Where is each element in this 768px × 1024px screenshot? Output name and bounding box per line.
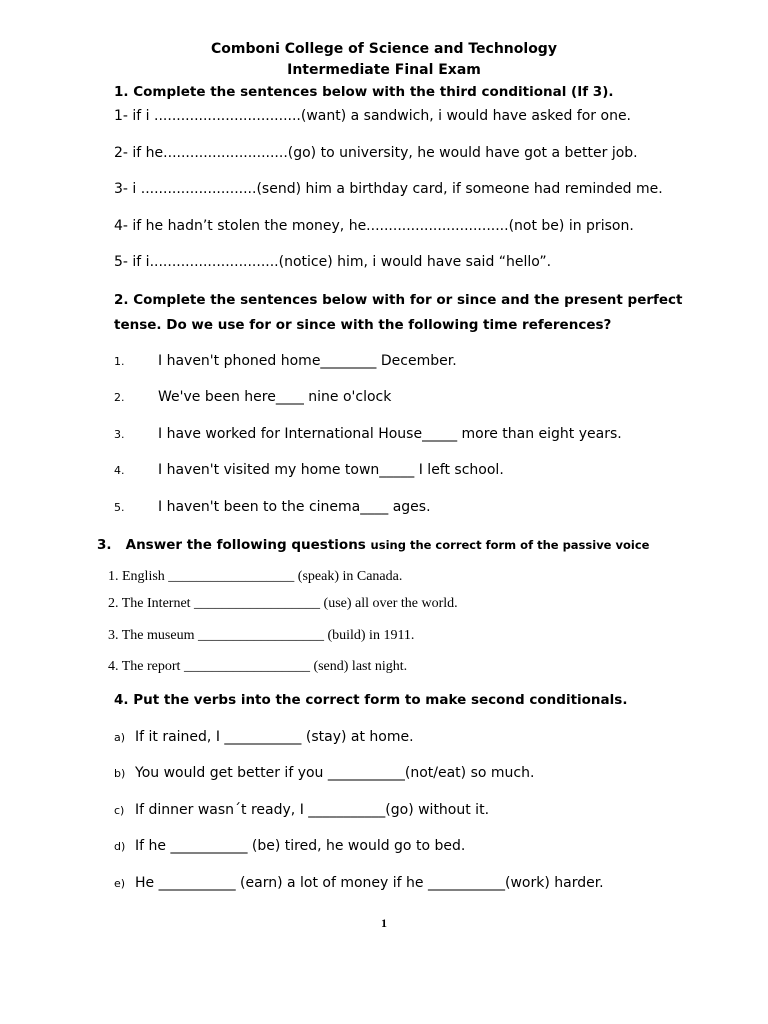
- section4-item-letter: a): [114, 731, 126, 744]
- section3-heading-main: 3. Answer the following questions: [97, 537, 371, 553]
- section1-item: 5- if i.............................(notice) him, i would have said “hello”.: [114, 254, 552, 270]
- section4-item-letter: e): [114, 877, 126, 890]
- section2-item: I haven't phoned home________ December.: [158, 353, 457, 369]
- section4-item-letter: c): [114, 804, 125, 817]
- section2-item-number: 1.: [114, 355, 125, 368]
- page-number: 1: [381, 916, 387, 930]
- section4-item: He ___________ (earn) a lot of money if he ___________(work) harder.: [135, 875, 604, 891]
- section3-item: 1. English __________________ (speak) in Canada.: [108, 569, 403, 584]
- section2-item: We've been here____ nine o'clock: [158, 389, 392, 405]
- section4-item: If it rained, I ___________ (stay) at home.: [135, 729, 414, 745]
- exam-title: Intermediate Final Exam: [287, 62, 481, 78]
- section3-item: 4. The report __________________ (send) last night.: [108, 659, 408, 674]
- section3-item: 2. The Internet __________________ (use) all over the world.: [108, 596, 458, 611]
- section4-item: You would get better if you ___________(not/eat) so much.: [135, 765, 535, 781]
- section2-item-number: 5.: [114, 501, 125, 514]
- section4-item-letter: d): [114, 840, 126, 853]
- section2-item: I haven't visited my home town_____ I left school.: [158, 462, 504, 478]
- section4-item-letter: b): [114, 767, 126, 780]
- section3-item: 3. The museum __________________ (build) in 1911.: [108, 628, 415, 643]
- section1-heading: 1. Complete the sentences below with the third conditional (If 3).: [114, 84, 614, 100]
- section3-heading: [97, 537, 649, 553]
- section1-item: 2- if he............................(go) to university, he would have got a better job.: [114, 145, 638, 161]
- section1-item: 4- if he hadn’t stolen the money, he................................(not be) in prison.: [114, 218, 634, 234]
- section2-item-number: 3.: [114, 428, 125, 441]
- section4-item: If dinner wasn´t ready, I ___________(go) without it.: [135, 802, 490, 818]
- section3-heading-tail: using the correct form of the passive voice: [370, 538, 650, 552]
- section2-heading-cont: tense. Do we use for or since with the following time references?: [114, 317, 612, 333]
- section2-heading: 2. Complete the sentences below with for or since and the present perfect: [114, 292, 683, 308]
- section2-item: I have worked for International House_____ more than eight years.: [158, 426, 622, 442]
- section2-item: I haven't been to the cinema____ ages.: [158, 499, 431, 515]
- section1-item: 3- i ..........................(send) him a birthday card, if someone had reminded me.: [114, 181, 663, 197]
- section4-item: If he ___________ (be) tired, he would go to bed.: [135, 838, 466, 854]
- section1-item: 1- if i .................................(want) a sandwich, i would have asked for one.: [114, 108, 632, 124]
- section2-item-number: 2.: [114, 391, 125, 404]
- college-title: Comboni College of Science and Technology: [211, 41, 557, 57]
- section2-item-number: 4.: [114, 464, 125, 477]
- section4-heading: 4. Put the verbs into the correct form to make second conditionals.: [114, 692, 628, 708]
